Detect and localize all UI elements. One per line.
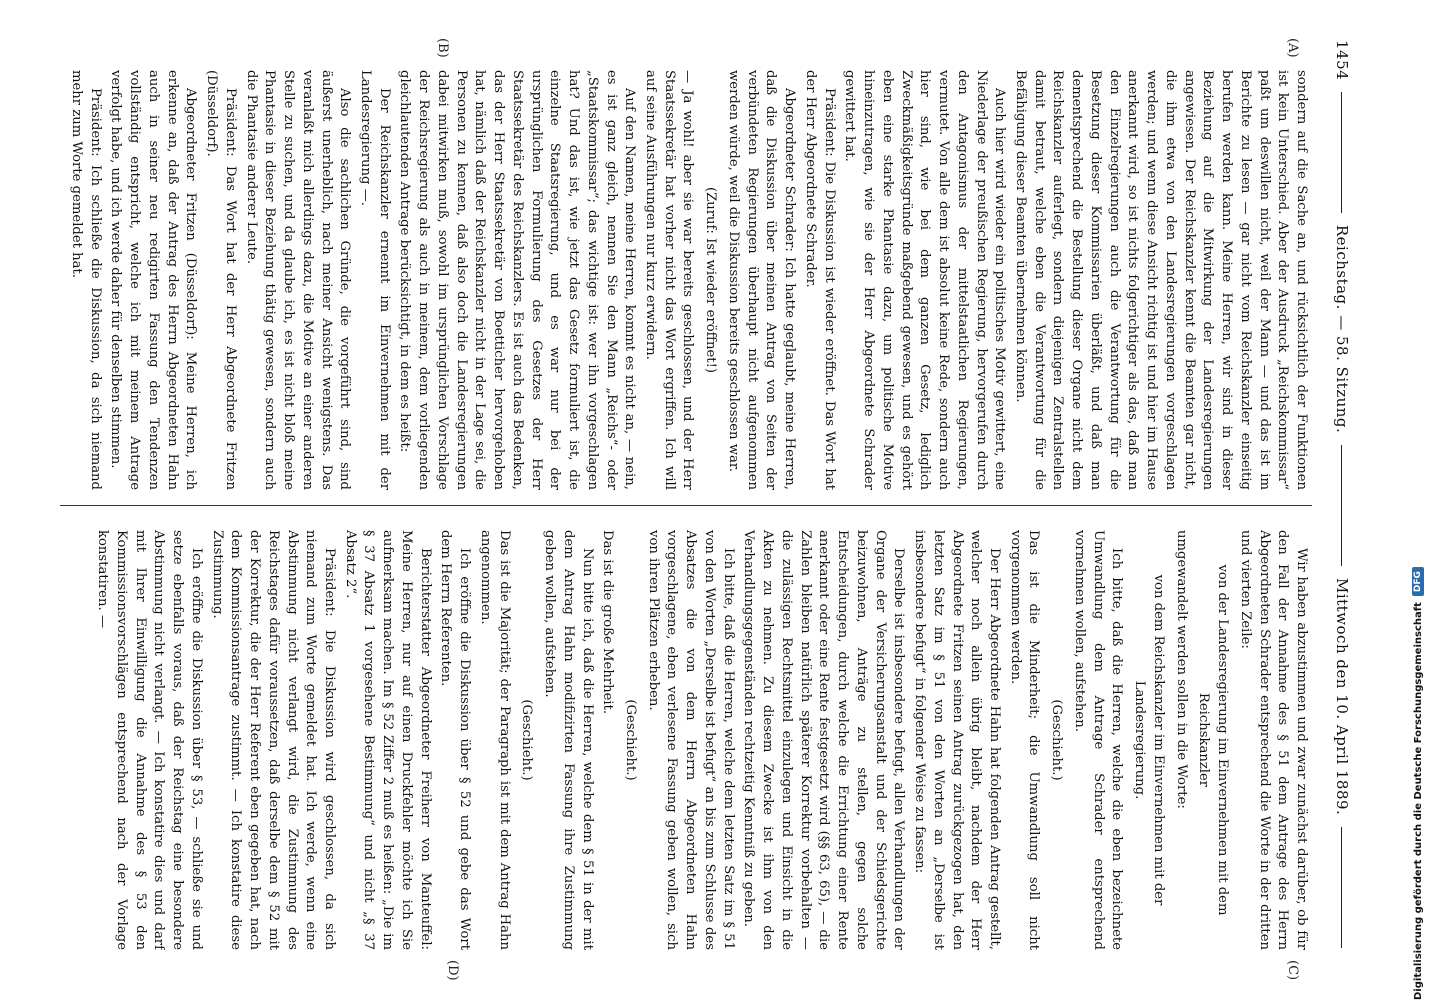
paragraph: sondern auf die Sache an, und rücksichtlich der Funktionen ist kein Unterschied. Aber der Ausdruck „Reichskommissar“ paßt um deswillen nicht, weil der Mann — und das ist im Berichte zu lesen — gar nicht vom Reichskanzler einseitig berufen werden kann. Meine Herren, wir sind in dieser Beziehung auf die Mitwirkung der Landesregierungen angewiesen. Der Reichskanzler kennt die Beamten gar nicht, die ihm etwa von den Landesregierungen vorgeschlagen werden; und wenn diese Ansicht richtig ist und hier im Hause anerkannt wird, so ist nichts folgerichtiger als das, daß man den Einzelregierungen auch die Verantwortung für die Besetzung dieser Kommissarien überläßt, und daß man dementsprechend die Bestellung dieser Organe nicht dem Reichskanzler auferlegt, sondern diejenigen Zentralstellen damit betraut, welche eben die Verantwortung für die Befähigung dieser Beamten übernehmen können. [1012, 70, 1309, 490]
quotation: Der Reichskanzler ernennt im Einvernehmen mit der Landesregierung —. [358, 70, 392, 490]
stage-direction: (Geschieht.) [1049, 699, 1065, 781]
page-header [1322, 40, 1362, 960]
stage-direction: (Geschieht.) [519, 699, 535, 781]
paragraph: Ich bitte, daß die Herren, welche die eben bezeichnete Umwandlung dem Antrage Schrader entsprechend vornehmen wollen, aufstehen. [1071, 530, 1125, 950]
paragraph: Das ist die Majorität; der Paragraph ist mit dem Antrag Hahn angenommen. [477, 530, 512, 950]
header-rule-middle [1342, 445, 1343, 566]
paragraph: Der Herr Abgeordnete Hahn hat folgenden Antrag gestellt, welcher noch allein übrig bleibt, nachdem der Herr Abgeordnete Fritzen seinen Antrag zurückgezogen hat, den letzten Satz im § 51 von den Worten an „Derselbe ist insbesondere befugt“ in folgender Weise zu fassen: [912, 530, 1002, 950]
margin-label-d: (D) [445, 960, 460, 981]
paragraph: Präsident: Ich schließe die Diskussion, da sich niemand mehr zum Worte gemeldet hat. [69, 70, 103, 490]
column-divider [60, 505, 1312, 506]
paragraph: Nun bitte ich, daß die Herren, welche dem § 51 in der mit dem Antrag Hahn modifizirten Fassung ihre Zustimmung geben wollen, aufstehen. [542, 530, 595, 950]
paragraph: Abgeordneter Fritzen (Düsseldorf): Meine Herren, ich erkenne an, daß der Antrag des Herrn Abgeordneten Hahn auch in seiner neu redigirten Fassung den Tendenzen vollständig entspricht, welche ich mit meinem Antrage verfolgt habe, und ich werde daher für denselben stimmen. [108, 70, 199, 490]
paragraph: Ich bitte, daß die Herren, welche dem letzten Satz im § 51 von den Worten „Derselbe ist befugt“ an bis zum Schlusse des Absatzes die von dem Herrn Abgeordneten Hahn vorgeschlagene, eben verlesene Fassung geben wollen, sich von ihren Plätzen erheben. [645, 530, 736, 950]
margin-label-b: (B) [435, 38, 450, 58]
margin-label-a: (A) [1285, 38, 1300, 58]
quotation: von der Landesregierung im Einvernehmen mit dem Reichskanzler [1196, 564, 1231, 916]
paragraph: Ich eröffne die Diskussion über § 52 und gebe das Wort dem Herrn Referenten. [438, 530, 473, 950]
header-rule-left [1342, 92, 1343, 213]
paragraph: Ich eröffne die Diskussion über § 53, — schließe sie und setze ebenfalls voraus, daß der Reichstag eine besondere Abstimmung nicht verlangt. — Ich konstatire dies und darf mit Ihrer Einwilligung die Annahme des § 53 den Kommissionsvorschlägen entsprechend nach der Vorlage konstatiren. — [95, 530, 204, 950]
margin-label-c: (C) [1285, 960, 1300, 981]
header-rule-right [1342, 827, 1343, 948]
paragraph: Präsident: Die Diskussion wird geschlossen, da sich niemand zum Worte gemeldet hat. Ich werde, wenn eine Abstimmung nicht verlangt wird, die Zustimmung des Reichstages dafür voraussetzen, daß derselbe dem § 52 mit der Korrektur, die der Herr Referent eben gegeben hat, nach dem Kommissionsantrage zustimmt. — Ich konstatire diese Zustimmung. [209, 530, 338, 950]
quotation: Derselbe ist insbesondere befugt, allen Verhandlungen der Organe der Versicherungsanstalt und der Schiedsgerichte beizuwohnen, Anträge zu stellen, gegen solche Entscheidungen, durch welche die Errichtung einer Rente anerkannt oder eine Rente festgesetzt wird (§§ 63, 65), — die Zahlen bleiben natürlich späterer Korrektur vorbehalten — die zulässigen Rechtsmittel einzulegen und Einsicht in die Akten zu nehmen. Zu diesem Zwecke ist ihm von den Verhandlungsgegenständen rechtzeitig Kenntniß zu geben. [741, 530, 907, 950]
paragraph: umgewandelt werden sollen in die Worte: [1173, 530, 1189, 809]
paragraph: — Ja wohl! aber sie war bereits geschlossen, und der Herr Staatssekretär hat vorher nicht das Wort ergriffen. Ich will auf seine Ausführungen nur kurz erwidern. [643, 70, 696, 490]
paragraph: Präsident: Die Diskussion ist wieder eröffnet. Das Wort hat der Herr Abgeordnete Schrader. [802, 70, 837, 490]
session-date: Mittwoch den 10. April 1889. [1333, 577, 1351, 816]
paragraph: Auf den Namen, meine Herren, kommt es nicht an, — nein, es ist ganz gleich, nennen Sie den Mann „Reichs“- oder „Staatskommissar“; das wichtige ist: wer ihn vorgeschlagen hat? Und das ist, wie jetzt das Gesetz formuliert ist, die einzelne Staatsregierung, und es war nur bei der ursprünglichen Formulierung des Gesetzes der Herr Staatssekretär des Reichskanzlers. Es ist auch das Bedenken, das der Herr Staatssekretär von Boetticher hervorgehoben hat, nämlich daß der Reichskanzler nicht in der Lage sei, die Personen zu kennen, daß also doch die Landesregierungen dabei mitwirken muß, sowohl im ursprünglichen Vorschlage der Reichsregierung als auch in meinem, dem vorliegenden gleichlautenden Antrage berücksichtigt, in dem es heißt: [397, 70, 638, 490]
stamp-caption: Digitalisierung gefördert durch die Deutsche Forschungsgemeinschaft [1412, 602, 1424, 1000]
paragraph: Auch hier wird wieder ein politisches Motiv gewittert, eine Niederlage der preußischen Regierung, hervorgerufen durch den Antagonismus der mittelstaatlichen Regierungen, vermutet. Von alle dem ist absolut keine Rede, sondern auch hier sind, wie bei dem ganzen Gesetz, lediglich Zweckmäßigkeitsgründe maßgebend gewesen, und es gehört eben eine starke Phantasie dazu, um politische Motive hineinzutragen, wie sie der Herr Abgeordnete Schrader gewittert hat. [842, 70, 1008, 490]
right-text-column [40, 530, 1310, 950]
digitization-stamp [1408, 0, 1428, 1000]
digitization-stamp-text [1408, 20, 1428, 1000]
page-number: 1454 [1333, 40, 1351, 81]
paragraph: Berichterstatter Abgeordneter Freiherr von Manteuffel: Meine Herren, nur auf einen Druckfehler möchte ich Sie aufmerksam machen. Im § 52 Ziffer 2 muß es heißen: „Die im § 37 Absatz 1 vorgesehene Bestimmung“ und nicht „§ 37 Absatz 2“. [342, 530, 433, 950]
session-title: Reichstag. — 58. Sitzung. [1333, 224, 1351, 434]
paragraph: Wir haben abzustimmen und zwar zunächst darüber, ob für den Fall der Annahme des § 51 dem Antrage des Herrn Abgeordneten Schrader entsprechend die Worte in der dritten und vierten Zeile: [1237, 530, 1309, 950]
paragraph: Das ist die Minderheit; die Umwandlung soll nicht vorgenommen werden. [1007, 530, 1042, 950]
dfg-logo: DFG [1412, 567, 1424, 596]
stage-direction: (Geschieht.) [623, 699, 639, 781]
paragraph: Also die sachlichen Gründe, die vorgeführt sind, sind äußerst unerheblich, nach meiner Ansicht wenigstens. Das veranlaßt mich allerdings dazu, die Motive an einer anderen Stelle zu suchen, und da glaube ich, es ist nicht bloß meine Phantasie in dieser Beziehung thätig gewesen, sondern auch die Phantasie anderer Leute. [243, 70, 353, 490]
paragraph: Präsident: Das Wort hat der Herr Abgeordnete Fritzen (Düsseldorf). [204, 70, 238, 490]
paragraph: Abgeordneter Schrader: Ich hatte geglaubt, meine Herren, daß die Diskussion über meinen Antrag von Seiten der verbündeten Regierungen überhaupt nicht aufgenommen werden würde, weil die Diskussion bereits geschlossen war. [725, 70, 798, 490]
quotation: von dem Reichskanzler im Einvernehmen mit der Landesregierung. [1132, 574, 1166, 906]
interjection: (Zuruf: Ist wieder eröffnet!) [703, 186, 719, 374]
left-text-column [40, 70, 1310, 490]
paragraph: Das ist die große Mehrheit. [600, 530, 616, 715]
